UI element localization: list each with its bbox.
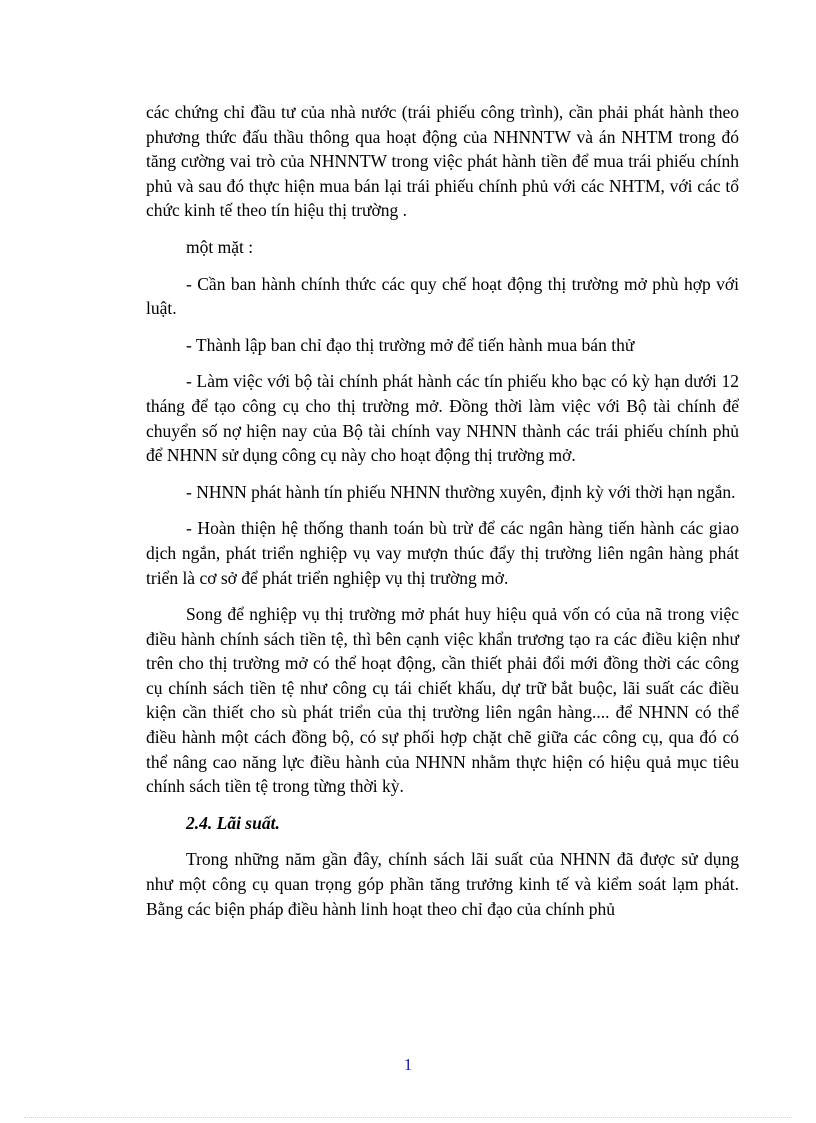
document-body — [146, 100, 739, 933]
paragraph-continuation: các chứng chỉ đầu tư của nhà nước (trái phiếu công trình), cần phải phát hành theo phương thức đấu thầu thông qua hoạt động của NHNNTW và án NHTM trong đó tăng cường vai trò của NHNNTW trong việc phát hành tiền để mua trái phiếu chính phủ và sau đó thực hiện mua bán lại trái phiếu chính phủ với các NHTM, với các tổ chức kinh tế theo tín hiệu thị trường . — [146, 102, 739, 221]
list-item-regulations: - Cần ban hành chính thức các quy chế hoạt động thị trường mở phù hợp với luật. — [146, 273, 739, 319]
section-heading: 2.4. Lãi suất. — [186, 812, 280, 833]
paragraph-interest-rate: Trong những năm gần đây, chính sách lãi suất của NHNN đã được sử dụng như một công cụ quan trọng góp phần tăng trưởng kinh tế và kiểm soát lạm phát. Bằng các biện pháp điều hành linh hoạt theo chỉ đạo của chính phủ — [146, 849, 739, 919]
page-number: 1 — [403, 1055, 413, 1074]
list-item-steering-committee: - Thành lập ban chỉ đạo thị trường mở để tiến hành mua bán thử — [186, 334, 635, 355]
paragraph-monetary-policy: Song để nghiệp vụ thị trường mở phát huy hiệu quả vốn có của nã trong việc điều hành chính sách tiền tệ, thì bên cạnh việc khẩn trương tạo ra các điều kiện như trên cho thị trường mở có thể hoạt động, cần thiết phải đổi mới đồng thời các công cụ chính sách tiền tệ như công cụ tái chiết khấu, dự trữ bắt buộc, lãi suất các điều kiện cần thiết cho sù phát triển của thị trường liên ngân hàng.... để NHNN có thể điều hành một cách đồng bộ, có sự phối hợp chặt chẽ giữa các công cụ, qua đó có thể nâng cao năng lực điều hành của NHNN nhằm thực hiện có hiệu quả mục tiêu chính sách tiền tệ trong từng thời kỳ. — [146, 604, 739, 797]
list-item-treasury-bills: - Làm việc với bộ tài chính phát hành các tín phiếu kho bạc có kỳ hạn dưới 12 tháng để tạo công cụ cho thị trường mở. Đồng thời làm việc với Bộ tài chính để chuyển số nợ hiện nay của Bộ tài chính vay NHNN thành các trái phiếu chính phủ để NHNN sử dụng công cụ này cho hoạt động thị trường mở. — [146, 371, 739, 466]
list-item-sbv-bills: - NHNN phát hành tín phiếu NHNN thường xuyên, định kỳ với thời hạn ngắn. — [186, 481, 736, 502]
paragraph-intro-label: một mặt : — [186, 236, 254, 257]
list-item-clearing-system: - Hoàn thiện hệ thống thanh toán bù trừ để các ngân hàng tiến hành các giao dịch ngắn, phát triển nghiệp vụ vay mượn thúc đẩy thị trường liên ngân hàng phát triển là cơ sở để phát triển nghiệp vụ thị trường mở. — [146, 518, 739, 588]
page-bottom-divider — [24, 1117, 792, 1118]
